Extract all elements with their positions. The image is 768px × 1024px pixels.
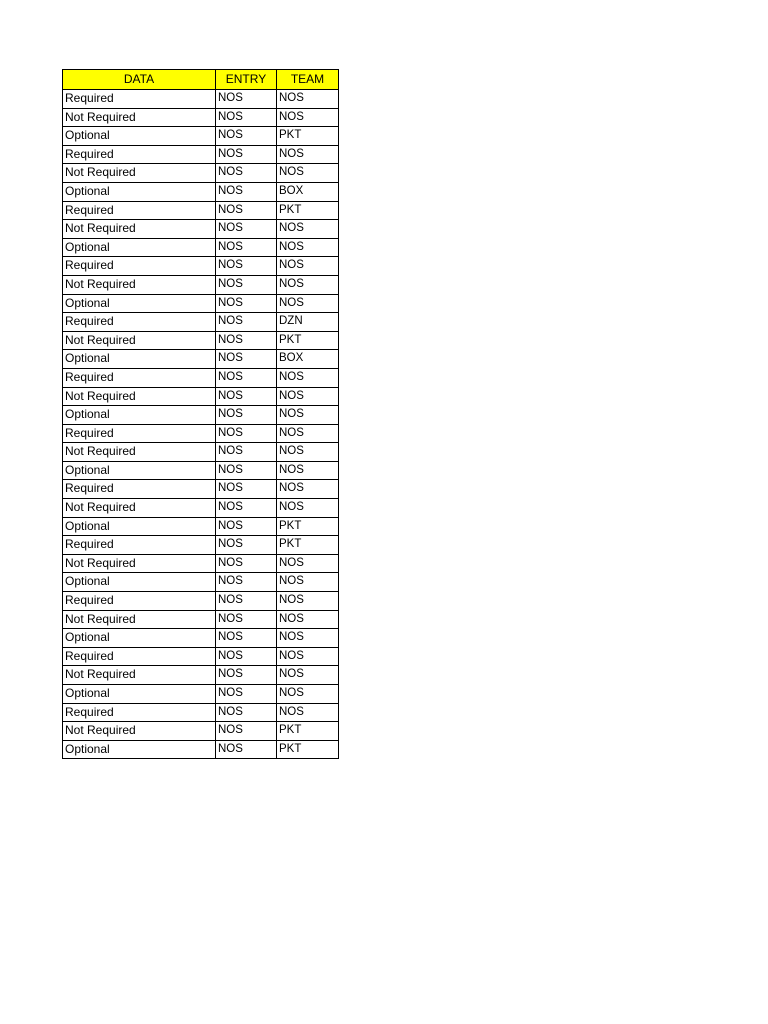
cell-data: Optional	[63, 294, 216, 313]
table-row	[63, 127, 339, 146]
cell-entry: NOS	[216, 275, 277, 294]
cell-entry: NOS	[216, 573, 277, 592]
cell-team: DZN	[277, 313, 339, 332]
table-row	[63, 685, 339, 704]
cell-entry: NOS	[216, 127, 277, 146]
table-row	[63, 536, 339, 555]
cell-data: Optional	[63, 238, 216, 257]
cell-team: NOS	[277, 294, 339, 313]
table-body	[63, 90, 339, 759]
cell-entry: NOS	[216, 201, 277, 220]
cell-data: Not Required	[63, 275, 216, 294]
cell-team: PKT	[277, 201, 339, 220]
cell-team: NOS	[277, 368, 339, 387]
cell-team: NOS	[277, 610, 339, 629]
cell-data: Not Required	[63, 554, 216, 573]
cell-entry: NOS	[216, 387, 277, 406]
cell-data: Not Required	[63, 387, 216, 406]
cell-team: NOS	[277, 406, 339, 425]
cell-team: NOS	[277, 461, 339, 480]
cell-data: Required	[63, 313, 216, 332]
table-row	[63, 331, 339, 350]
cell-entry: NOS	[216, 294, 277, 313]
cell-entry: NOS	[216, 164, 277, 183]
cell-entry: NOS	[216, 647, 277, 666]
cell-entry: NOS	[216, 592, 277, 611]
table-row	[63, 443, 339, 462]
cell-team: PKT	[277, 740, 339, 759]
cell-team: NOS	[277, 647, 339, 666]
table-row	[63, 387, 339, 406]
cell-entry: NOS	[216, 90, 277, 109]
cell-data: Not Required	[63, 443, 216, 462]
table-row	[63, 573, 339, 592]
cell-data: Optional	[63, 461, 216, 480]
cell-entry: NOS	[216, 685, 277, 704]
table-row	[63, 182, 339, 201]
table-row	[63, 499, 339, 518]
table-row	[63, 740, 339, 759]
cell-entry: NOS	[216, 350, 277, 369]
cell-team: NOS	[277, 480, 339, 499]
table-row	[63, 461, 339, 480]
table-row	[63, 722, 339, 741]
cell-team: NOS	[277, 703, 339, 722]
table-row	[63, 238, 339, 257]
table-row	[63, 90, 339, 109]
cell-entry: NOS	[216, 629, 277, 648]
table-row	[63, 313, 339, 332]
table-row	[63, 703, 339, 722]
table-row	[63, 350, 339, 369]
table-row	[63, 592, 339, 611]
cell-entry: NOS	[216, 368, 277, 387]
cell-data: Required	[63, 257, 216, 276]
table-row	[63, 554, 339, 573]
cell-team: NOS	[277, 666, 339, 685]
cell-team: PKT	[277, 722, 339, 741]
cell-entry: NOS	[216, 666, 277, 685]
cell-data: Not Required	[63, 666, 216, 685]
table-row	[63, 368, 339, 387]
cell-entry: NOS	[216, 220, 277, 239]
cell-data: Optional	[63, 629, 216, 648]
table-row	[63, 257, 339, 276]
table-row	[63, 145, 339, 164]
cell-team: NOS	[277, 592, 339, 611]
cell-entry: NOS	[216, 722, 277, 741]
cell-data: Required	[63, 592, 216, 611]
table-header	[63, 70, 339, 90]
cell-team: NOS	[277, 424, 339, 443]
table-row	[63, 275, 339, 294]
header-team: TEAM	[277, 70, 339, 90]
cell-data: Optional	[63, 573, 216, 592]
cell-data: Required	[63, 145, 216, 164]
table-row	[63, 480, 339, 499]
cell-team: NOS	[277, 108, 339, 127]
cell-entry: NOS	[216, 554, 277, 573]
cell-data: Optional	[63, 127, 216, 146]
cell-entry: NOS	[216, 610, 277, 629]
cell-entry: NOS	[216, 480, 277, 499]
header-row	[63, 70, 339, 90]
cell-data: Required	[63, 703, 216, 722]
cell-data: Not Required	[63, 610, 216, 629]
cell-data: Required	[63, 647, 216, 666]
cell-team: NOS	[277, 573, 339, 592]
cell-data: Required	[63, 90, 216, 109]
cell-entry: NOS	[216, 461, 277, 480]
cell-entry: NOS	[216, 443, 277, 462]
cell-data: Not Required	[63, 164, 216, 183]
cell-data: Not Required	[63, 499, 216, 518]
cell-data: Not Required	[63, 331, 216, 350]
table-row	[63, 424, 339, 443]
cell-team: NOS	[277, 257, 339, 276]
cell-entry: NOS	[216, 536, 277, 555]
cell-team: BOX	[277, 182, 339, 201]
table-row	[63, 220, 339, 239]
cell-team: NOS	[277, 145, 339, 164]
cell-entry: NOS	[216, 740, 277, 759]
cell-data: Optional	[63, 182, 216, 201]
cell-team: NOS	[277, 164, 339, 183]
table-row	[63, 610, 339, 629]
cell-team: NOS	[277, 275, 339, 294]
cell-entry: NOS	[216, 145, 277, 164]
cell-data: Required	[63, 424, 216, 443]
cell-team: NOS	[277, 220, 339, 239]
cell-team: NOS	[277, 499, 339, 518]
header-data: DATA	[63, 70, 216, 90]
cell-data: Optional	[63, 406, 216, 425]
table-row	[63, 647, 339, 666]
cell-data: Not Required	[63, 220, 216, 239]
cell-team: NOS	[277, 238, 339, 257]
cell-data: Required	[63, 368, 216, 387]
header-entry: ENTRY	[216, 70, 277, 90]
cell-team: NOS	[277, 387, 339, 406]
table-row	[63, 108, 339, 127]
cell-data: Optional	[63, 740, 216, 759]
cell-entry: NOS	[216, 257, 277, 276]
cell-data: Not Required	[63, 108, 216, 127]
table-row	[63, 629, 339, 648]
table-row	[63, 164, 339, 183]
cell-entry: NOS	[216, 313, 277, 332]
cell-entry: NOS	[216, 331, 277, 350]
cell-data: Optional	[63, 517, 216, 536]
cell-team: NOS	[277, 554, 339, 573]
cell-data: Required	[63, 480, 216, 499]
cell-data: Optional	[63, 350, 216, 369]
cell-team: NOS	[277, 629, 339, 648]
cell-entry: NOS	[216, 424, 277, 443]
cell-entry: NOS	[216, 182, 277, 201]
cell-entry: NOS	[216, 499, 277, 518]
table-row	[63, 406, 339, 425]
cell-data: Required	[63, 536, 216, 555]
cell-team: PKT	[277, 127, 339, 146]
cell-data: Not Required	[63, 722, 216, 741]
cell-entry: NOS	[216, 517, 277, 536]
cell-team: NOS	[277, 443, 339, 462]
cell-team: BOX	[277, 350, 339, 369]
cell-team: PKT	[277, 331, 339, 350]
cell-team: PKT	[277, 536, 339, 555]
cell-data: Optional	[63, 685, 216, 704]
table-row	[63, 517, 339, 536]
cell-entry: NOS	[216, 406, 277, 425]
table-row	[63, 201, 339, 220]
data-table	[62, 69, 339, 759]
cell-team: NOS	[277, 685, 339, 704]
cell-team: NOS	[277, 90, 339, 109]
cell-data: Required	[63, 201, 216, 220]
cell-entry: NOS	[216, 238, 277, 257]
cell-entry: NOS	[216, 703, 277, 722]
cell-team: PKT	[277, 517, 339, 536]
table-row	[63, 294, 339, 313]
table-row	[63, 666, 339, 685]
cell-entry: NOS	[216, 108, 277, 127]
